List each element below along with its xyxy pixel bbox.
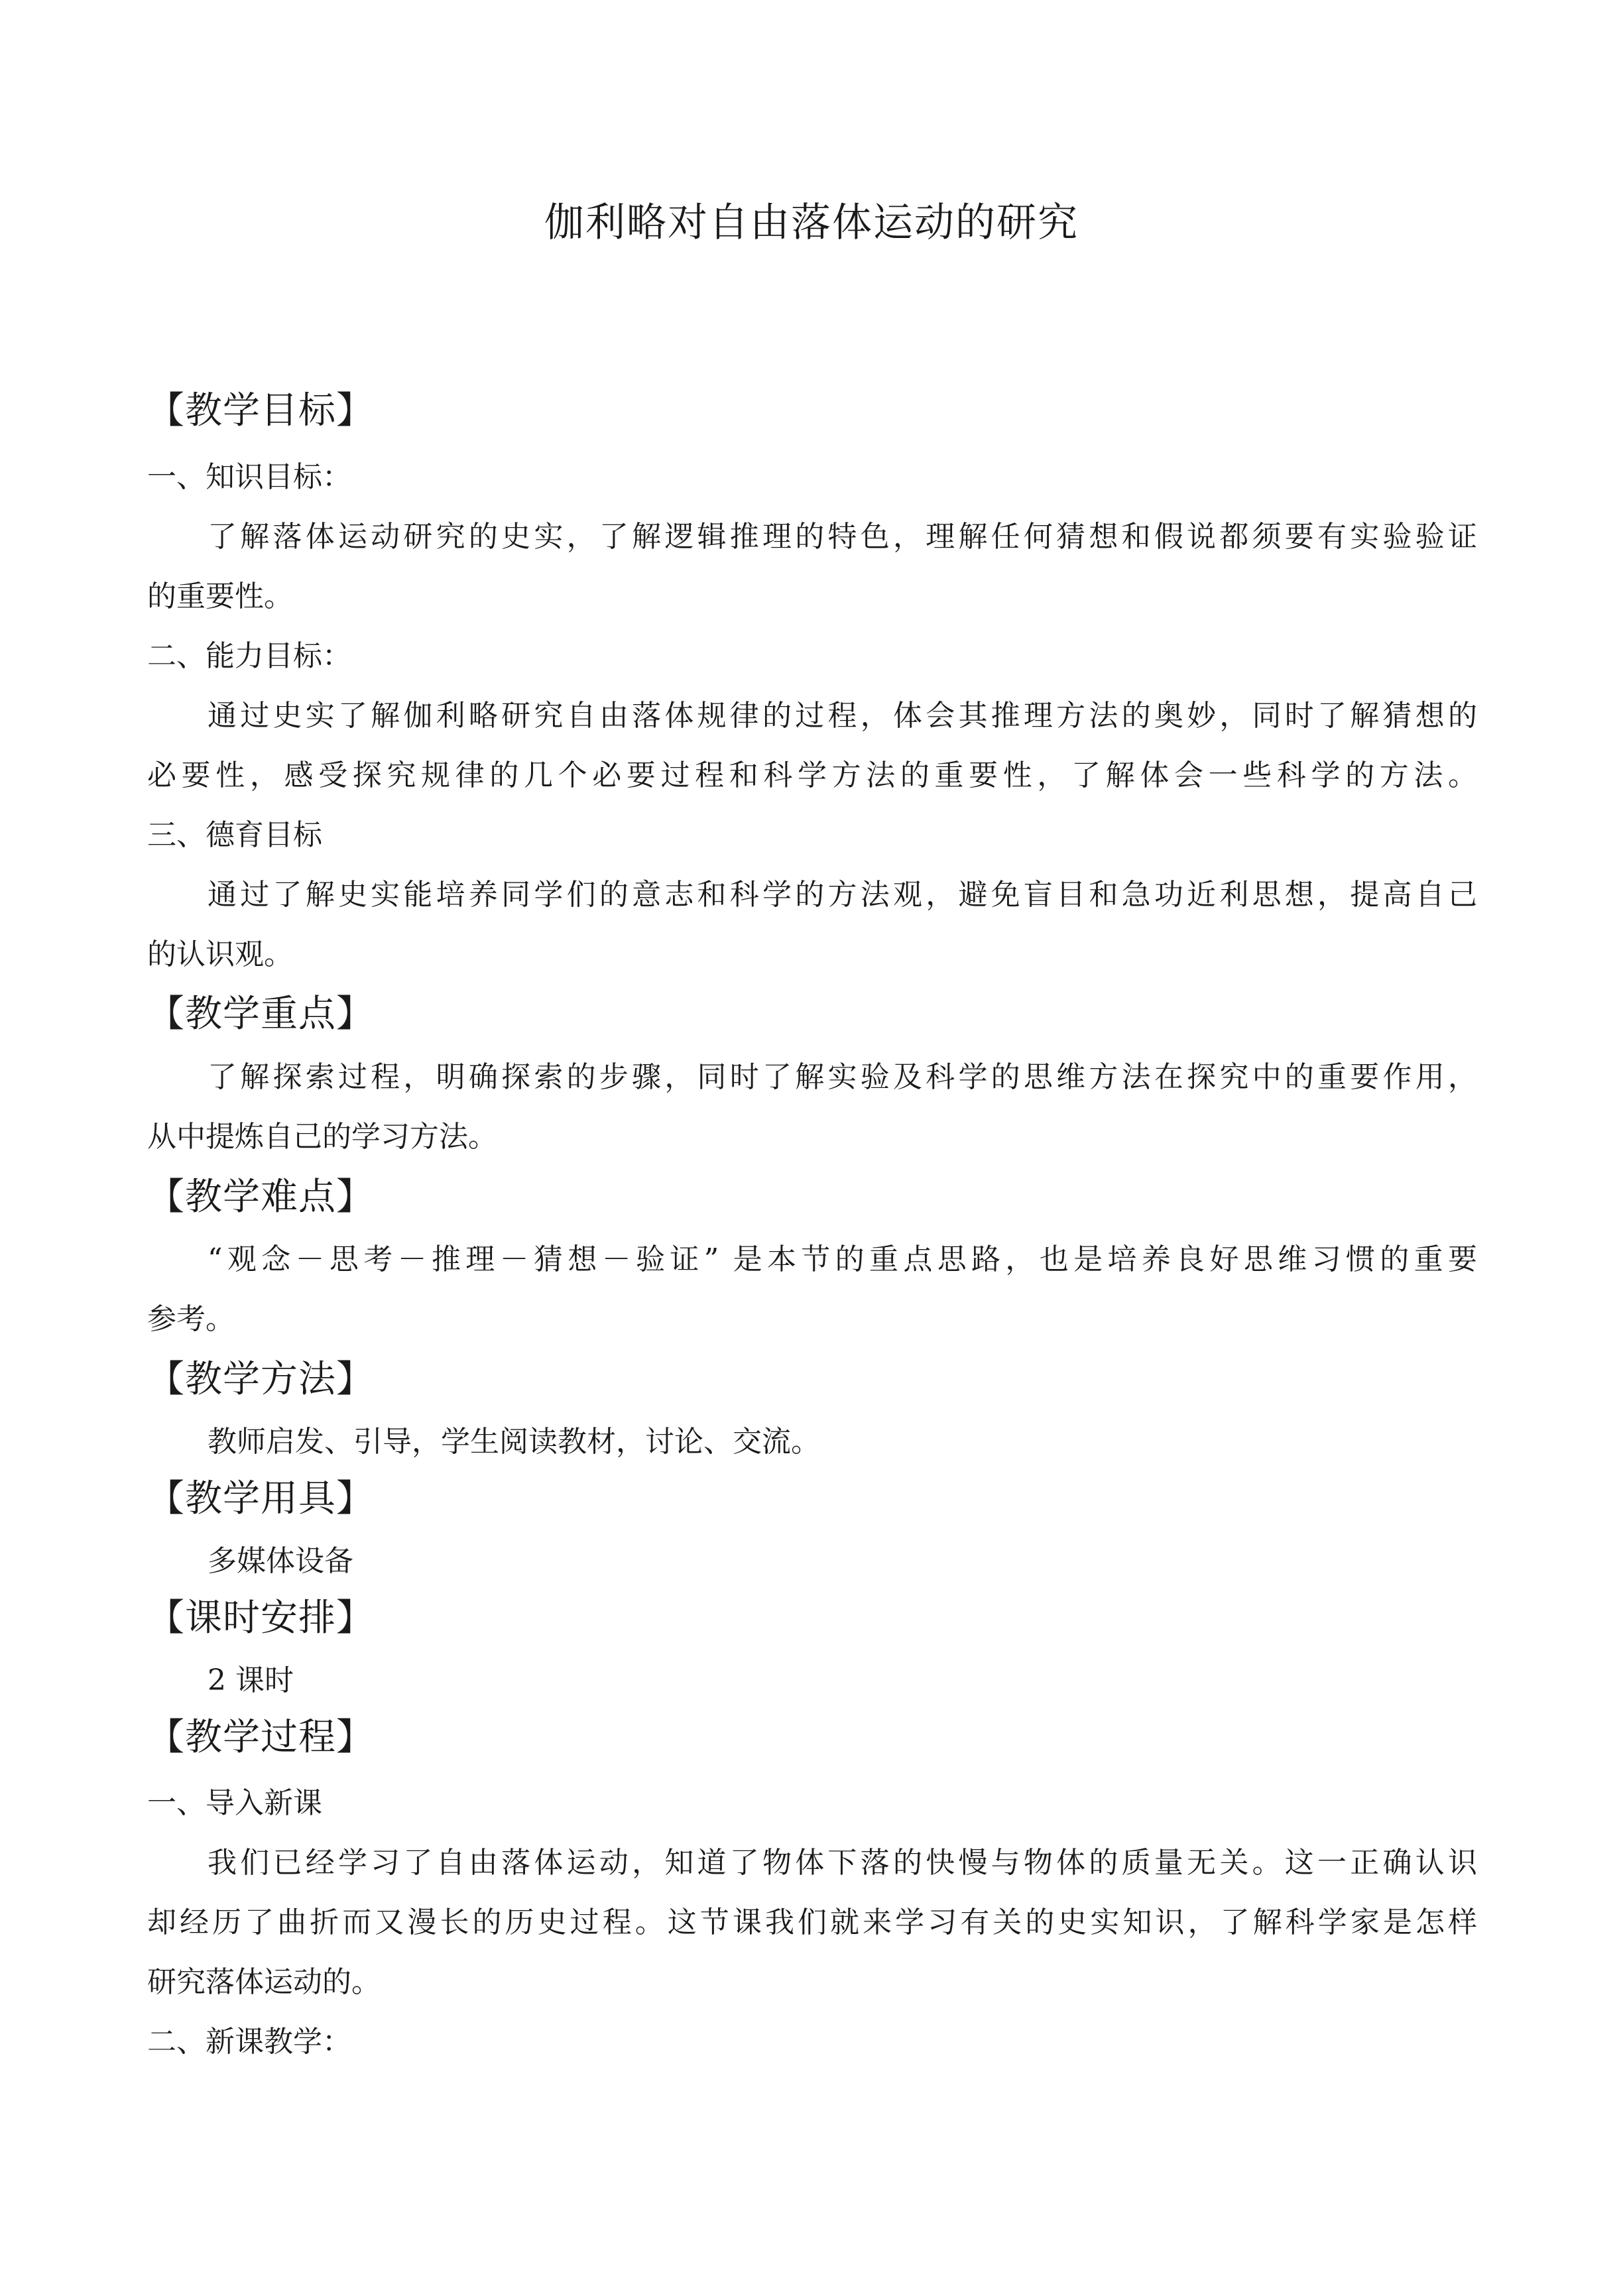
process-heading: 【教学过程】 [147,1716,374,1759]
tools-text: 多媒体设备 [208,1544,353,1578]
key-points-heading: 【教学重点】 [147,993,374,1036]
schedule-text: 2 课时 [208,1663,294,1697]
difficulties-heading: 【教学难点】 [147,1176,374,1219]
moral-objective-text-line1: 通过了解史实能培养同学们的意志和科学的方法观，避免盲目和急功近利思想，提高自己 [208,878,1477,912]
intro-text-line3: 研究落体运动的。 [147,1965,381,1999]
intro-text-line2: 却经历了曲折而又漫长的历史过程。这节课我们就来学习有关的史实知识，了解科学家是怎样 [147,1905,1477,1939]
methods-heading: 【教学方法】 [147,1358,374,1401]
page-title: 伽利略对自由落体运动的研究 [544,200,1079,246]
ability-objective-text-line1: 通过史实了解伽利略研究自由落体规律的过程，体会其推理方法的奥妙，同时了解猜想的 [208,699,1477,733]
tools-heading: 【教学用具】 [147,1477,374,1520]
key-points-text-line1: 了解探索过程，明确探索的步骤，同时了解实验及科学的思维方法在探究中的重要作用， [208,1060,1477,1094]
difficulties-text-line1: “观念－思考－推理－猜想－验证” 是本节的重点思路，也是培养良好思维习惯的重要 [208,1242,1477,1276]
schedule-heading: 【课时安排】 [147,1597,374,1640]
intro-label: 一、导入新课 [147,1786,322,1820]
moral-objective-label: 三、德育目标 [147,818,322,852]
difficulties-text-line2: 参考。 [147,1302,235,1336]
moral-objective-text-line2: 的认识观。 [147,937,293,971]
ability-objective-label: 二、能力目标： [147,639,351,673]
knowledge-objective-label: 一、知识目标： [147,460,351,494]
knowledge-objective-text-line1: 了解落体运动研究的史实，了解逻辑推理的特色，理解任何猜想和假说都须要有实验验证 [208,520,1477,554]
ability-objective-text-line2: 必要性，感受探究规律的几个必要过程和科学方法的重要性，了解体会一些科学的方法。 [147,758,1477,792]
new-lesson-label: 二、新课教学： [147,2025,351,2059]
methods-text: 教师启发、引导，学生阅读教材，讨论、交流。 [208,1425,820,1459]
key-points-text-line2: 从中提炼自己的学习方法。 [147,1120,497,1154]
objectives-heading: 【教学目标】 [147,389,374,432]
knowledge-objective-text-line2: 的重要性。 [147,579,293,613]
intro-text-line1: 我们已经学习了自由落体运动，知道了物体下落的快慢与物体的质量无关。这一正确认识 [208,1846,1477,1880]
